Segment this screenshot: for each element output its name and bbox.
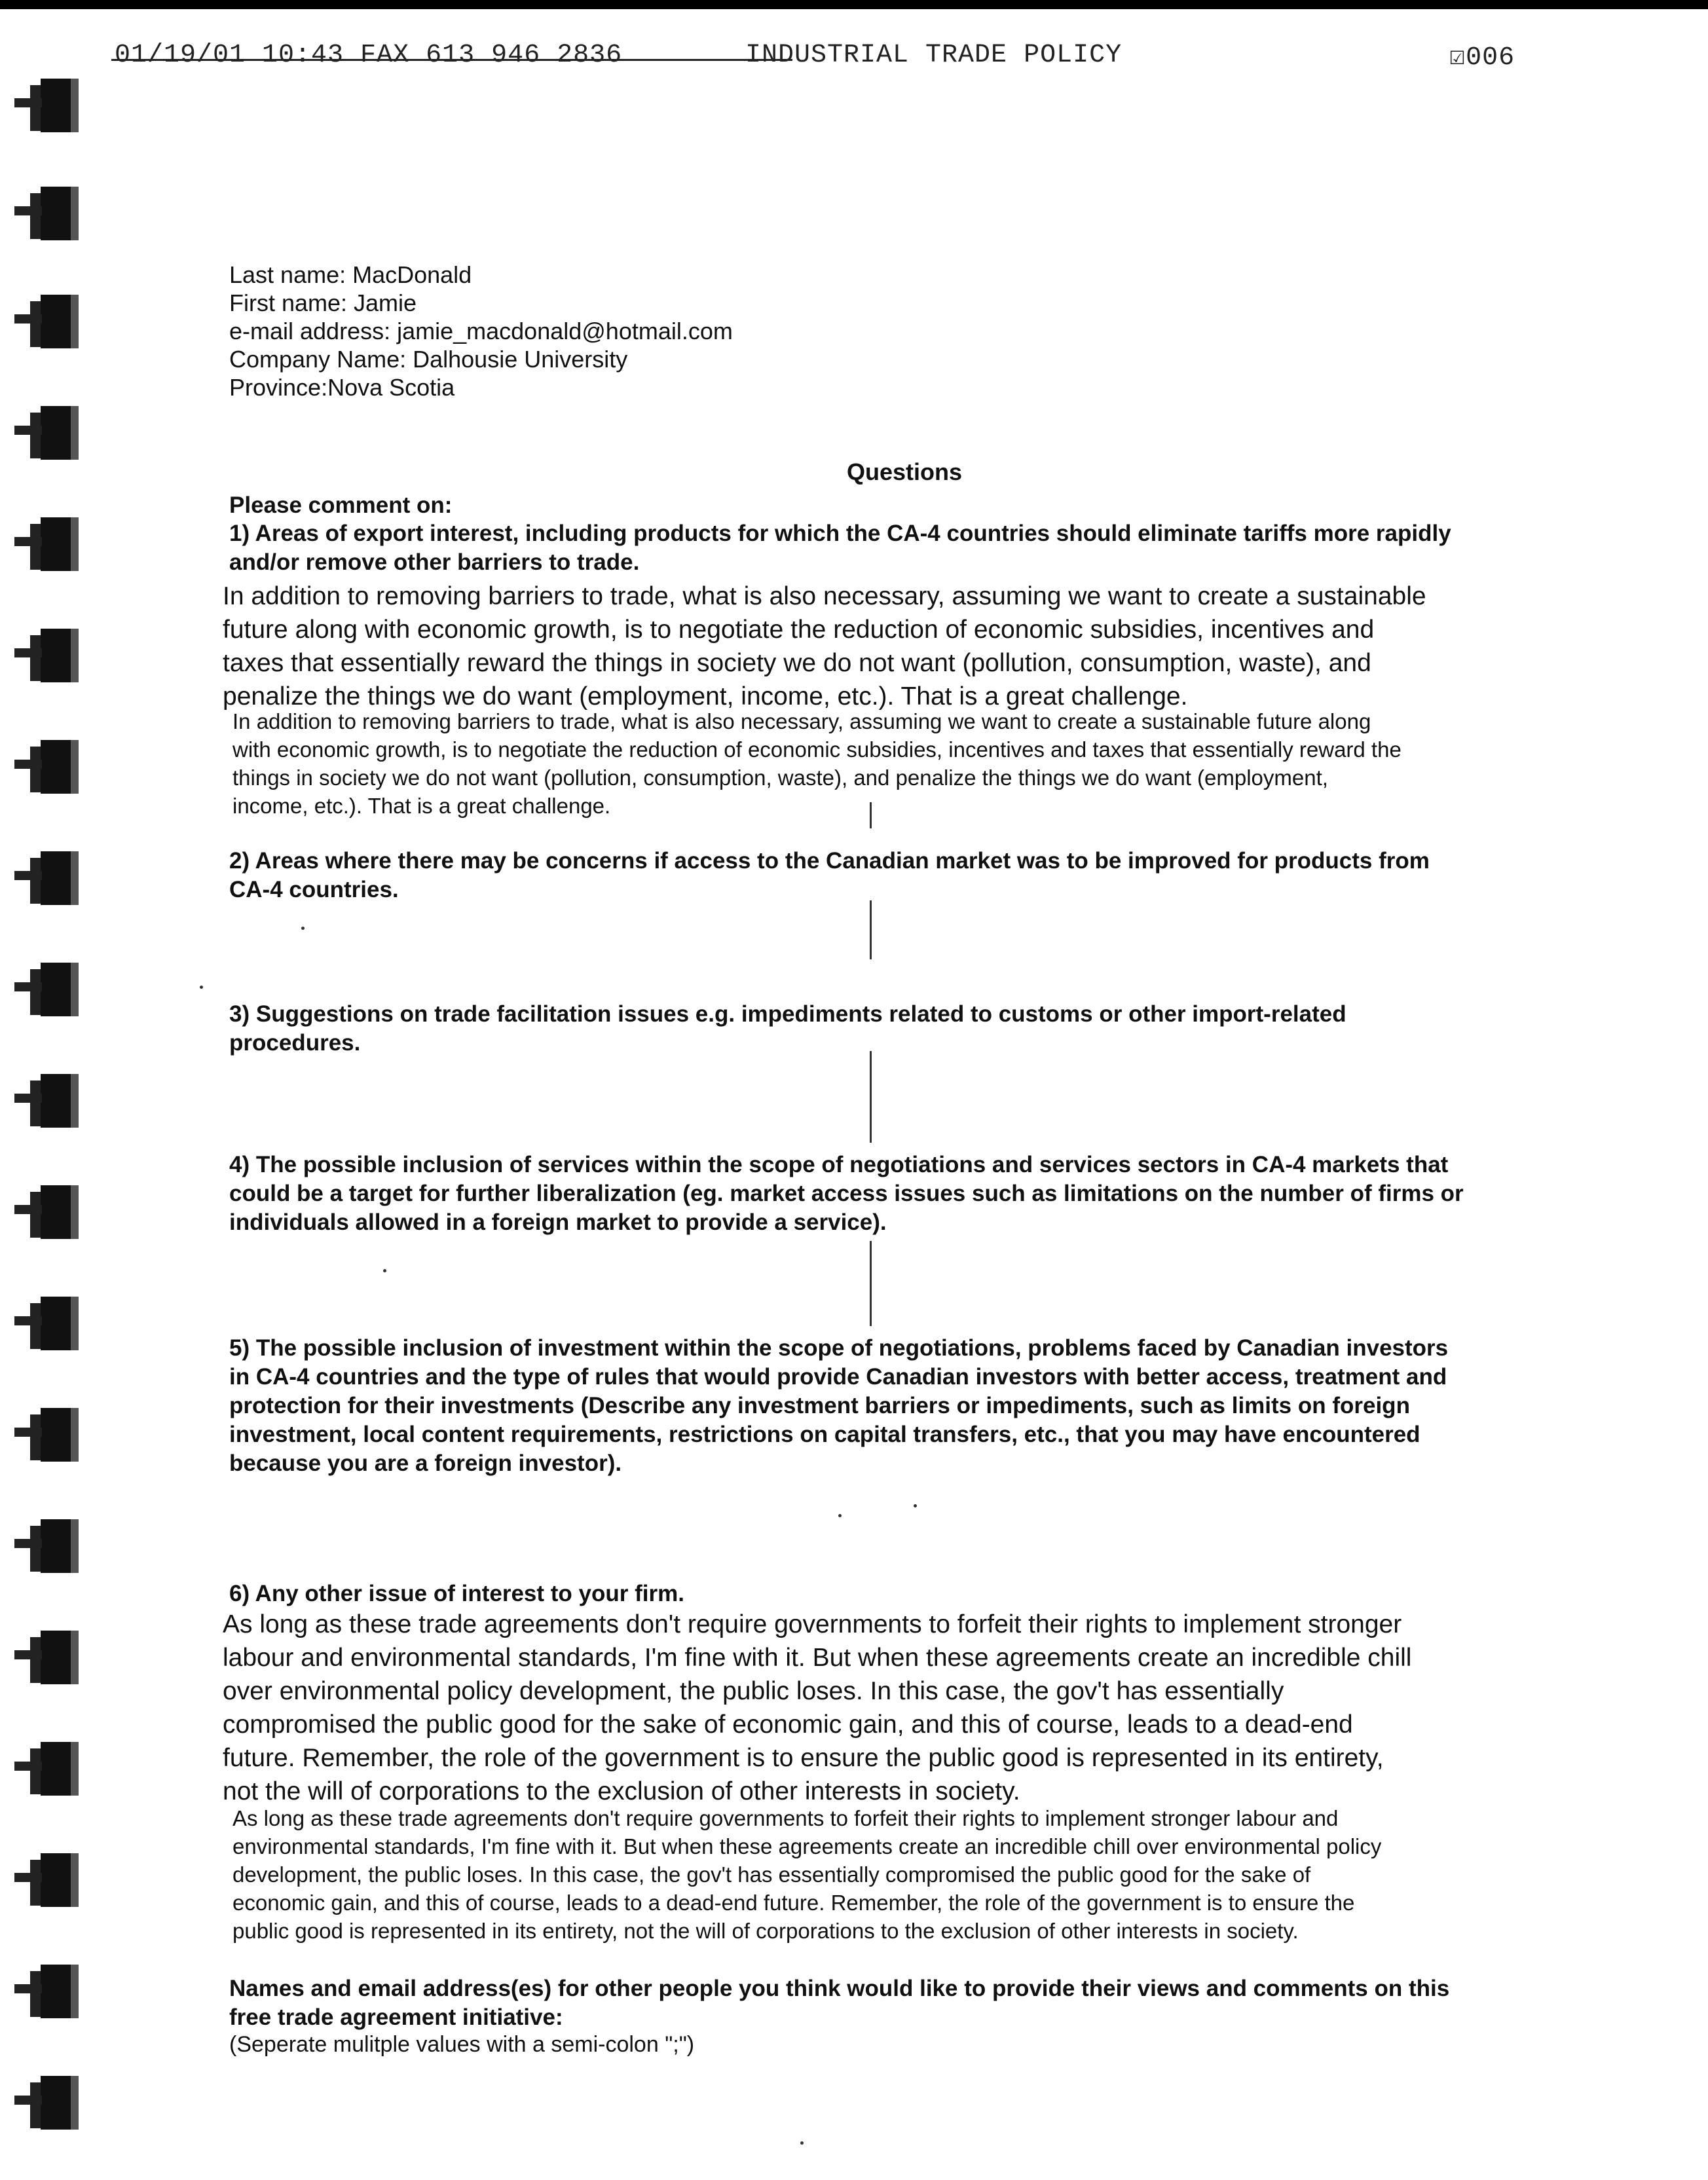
- answer-1-large: In addition to removing barriers to trade, what is also necessary, assuming we want to create a sustainable future along with economic growth, is to negotiate the reduction of economic subsidies, incentives and taxes that essentially reward the things in society we do not want (pollution, consumption, waste), and penalize the things we do want (employment, income, etc.). That is a great challenge.: [223, 582, 1426, 711]
- names-prompt: Names and email address(es) for other people you think would like to provide their views and comments on this free trade agreement initiative:: [229, 1976, 1450, 2030]
- binding-hole: [41, 851, 79, 905]
- question-3: 3) Suggestions on trade facilitation issues e.g. impediments related to customs or other import-related procedures.: [229, 1001, 1346, 1056]
- contact-info: [229, 261, 733, 401]
- question-6: 6) Any other issue of interest to your firm.: [229, 1581, 684, 1606]
- spiral-binding: [0, 0, 98, 2180]
- fax-header-title: INDUSTRIAL TRADE POLICY: [745, 41, 1123, 70]
- scan-artifact-line: [870, 1051, 872, 1143]
- answer-6-small: As long as these trade agreements don't require governments to forfeit their rights to implement stronger labour and environmental standards, I'm fine with it. But when these agreements create an incredible chill over environmental policy development, the public loses. In this case, the gov't has essentially compromised the public good for the sake of economic gain, and this of course, leads to a dead-end future. Remember, the role of the government is to ensure the public good is represented in its entirety, not the will of corporations to the exclusion of other interests in society.: [232, 1806, 1382, 1943]
- binding-hole: [41, 1074, 79, 1128]
- scan-top-border: [0, 0, 1708, 9]
- questions-title: Questions: [847, 458, 963, 485]
- binding-hole: [41, 629, 79, 682]
- binding-hole: [41, 1965, 79, 2018]
- binding-hole: [41, 1853, 79, 1907]
- names-note: (Seperate mulitple values with a semi-colon ";"): [229, 2032, 695, 2057]
- company-line: Company Name: Dalhousie University: [229, 346, 628, 373]
- answer-1-small: In addition to removing barriers to trade, what is also necessary, assuming we want to create a sustainable future along with economic growth, is to negotiate the reduction of economic subsidies, incentives and taxes that essentially reward the things in society we do not want (pollution, consumption, waste), and penalize the things we do want (employment, income, etc.). That is a great challenge.: [232, 709, 1402, 818]
- binding-hole: [41, 1519, 79, 1573]
- binding-hole: [41, 963, 79, 1016]
- question-5: 5) The possible inclusion of investment within the scope of negotiations, problems faced by Canadian investors in CA-4 countries and the type of rules that would provide Canadian investors with better access, treatment and protection for their investments (Describe any investment barriers or impediments, such as limits on foreign investment, local content requirements, restrictions on capital transfers, etc., that you may have encountered because you are a foreign investor).: [229, 1335, 1449, 1476]
- binding-hole: [41, 295, 79, 348]
- scan-speck: [838, 1514, 842, 1517]
- scan-speck: [914, 1504, 917, 1507]
- binding-hole: [41, 1408, 79, 1462]
- last-name-line: Last name: MacDonald: [229, 261, 472, 288]
- scan-speck: [200, 986, 203, 989]
- province-line: Province:Nova Scotia: [229, 374, 455, 401]
- binding-hole: [41, 740, 79, 794]
- first-name-line: First name: Jamie: [229, 289, 417, 316]
- scan-artifact-line: [870, 900, 872, 959]
- binding-hole: [41, 187, 79, 240]
- binding-hole: [41, 1631, 79, 1684]
- binding-hole: [41, 79, 79, 132]
- scan-artifact-line: [870, 1241, 872, 1326]
- binding-hole: [41, 406, 79, 460]
- binding-hole: [41, 2076, 79, 2130]
- binding-hole: [41, 1297, 79, 1350]
- scan-speck: [383, 1269, 386, 1272]
- comment-prompt: Please comment on:: [229, 492, 453, 518]
- fax-page-number: ☑006: [1449, 43, 1515, 73]
- email-line: e-mail address: jamie_macdonald@hotmail.com: [229, 318, 733, 344]
- binding-hole: [41, 1742, 79, 1796]
- fax-header-timestamp: 01/19/01 10:43 FAX 613 946 2836: [115, 41, 623, 70]
- scan-artifact-line: [870, 802, 872, 828]
- scan-speck: [301, 927, 305, 930]
- question-4: 4) The possible inclusion of services within the scope of negotiations and services sectors in CA-4 markets that could be a target for further liberalization (eg. market access issues such as limitations on the number of firms or individuals allowed in a foreign market to provide a service).: [229, 1152, 1464, 1235]
- binding-hole: [41, 1185, 79, 1239]
- question-2: 2) Areas where there may be concerns if access to the Canadian market was to be improved for products from CA-4 countries.: [229, 848, 1430, 902]
- scan-speck: [800, 2141, 804, 2145]
- binding-hole: [41, 517, 79, 571]
- question-1: 1) Areas of export interest, including products for which the CA-4 countries should eliminate tariffs more rapidly and/or remove other barriers to trade.: [229, 521, 1451, 575]
- answer-6-large: As long as these trade agreements don't require governments to forfeit their rights to implement stronger labour and environmental standards, I'm fine with it. But when these agreements create an incredible chill over environmental policy development, the public loses. In this case, the gov't has essentially compromised the public good for the sake of economic gain, and this of course, leads to a dead-end future. Remember, the role of the government is to ensure the public good is represented in its entirety, not the will of corporations to the exclusion of other interests in society.: [223, 1610, 1412, 1805]
